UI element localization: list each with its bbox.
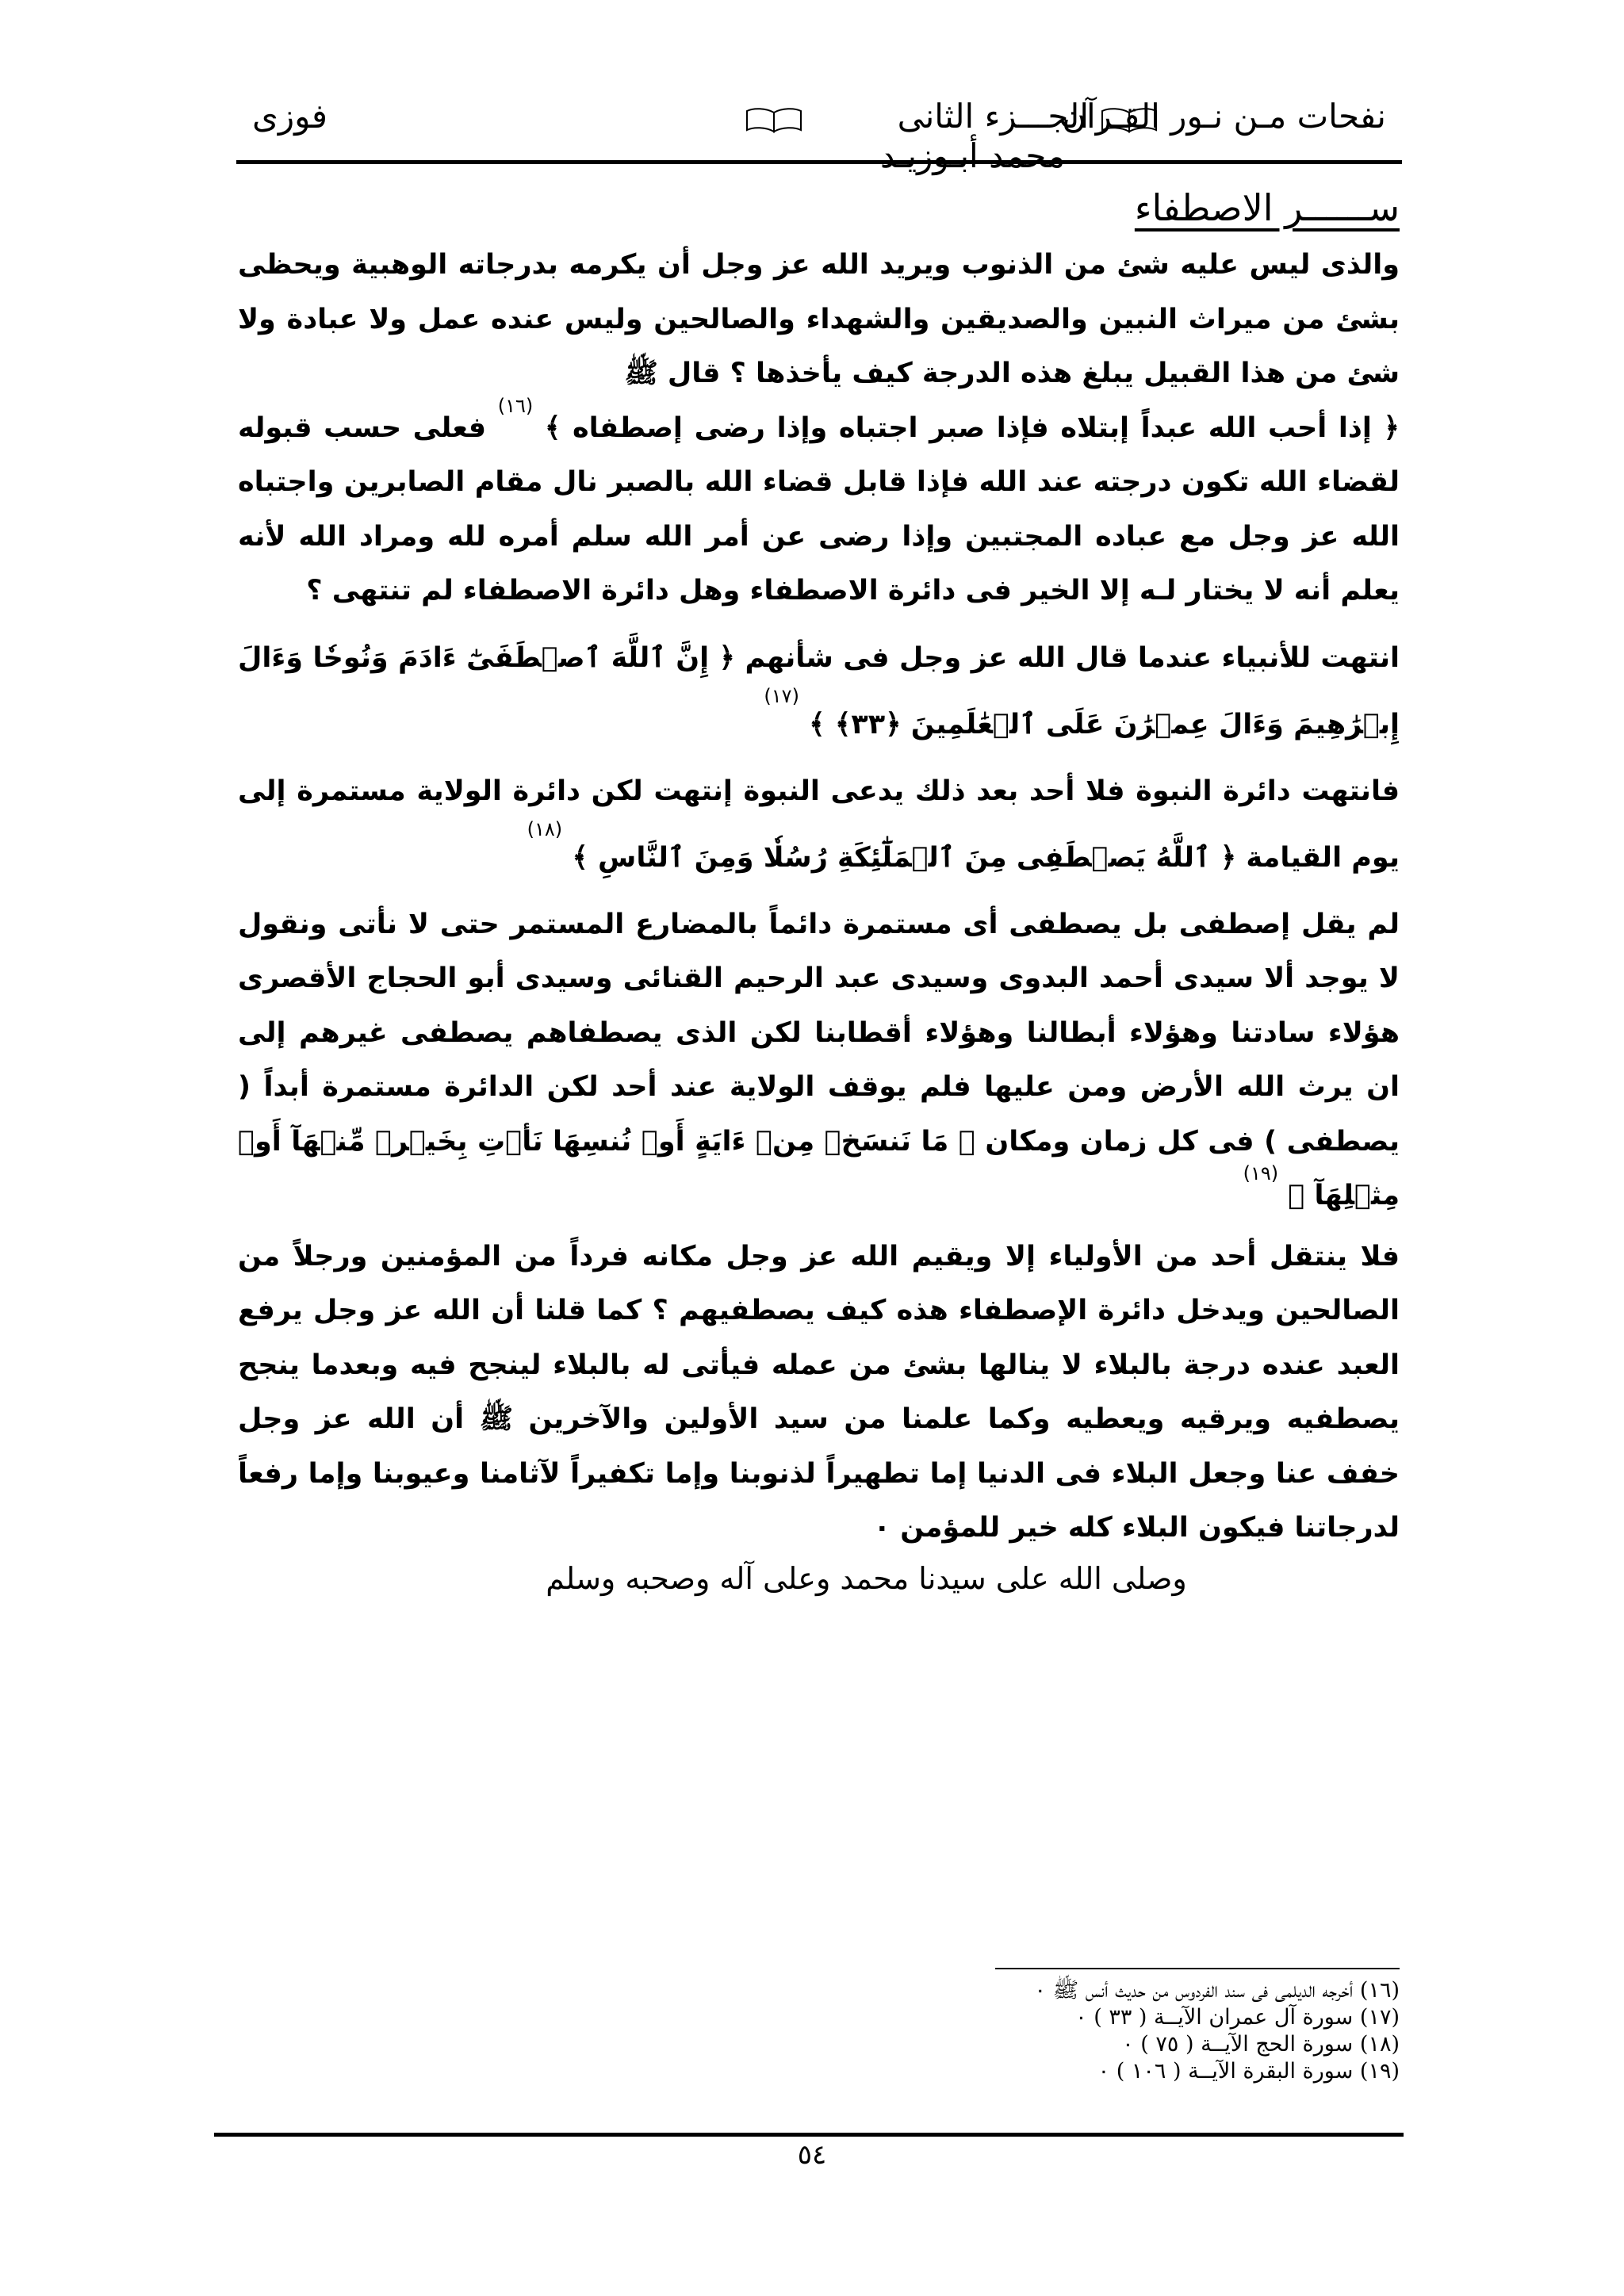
quran-verse-33: ﴿ إِنَّ ٱللَّهَ ٱصۡطَفَىٰٓ ءَادَمَ وَنُوحٗا وَءَالَ إِبۡرَٰهِيمَ وَءَالَ عِمۡرَٰنَ عَلَى ٱلۡعَٰلَمِينَ ﴿٣٣﴾ ﴾ <box>238 641 1400 740</box>
paragraph-3-intro: انتهت للأنبياء عندما قال الله عز وجل فى شأنهم <box>745 641 1400 674</box>
footnote-ref-17: (١٧) <box>764 684 799 707</box>
header-rule <box>236 160 1402 164</box>
header-part: الجـــزء الثانى <box>897 97 1089 136</box>
footer-rule <box>214 2133 1404 2137</box>
paragraph-5-text: لم يقل إصطفى بل يصطفى أى مستمرة دائماً بالمضارع المستمر حتى لا نأتى ونقول لا يوجد ألا سيدى أحمد البدوى وسيدى عبد الرحيم القنائى وسيدى أبو الحجاج الأقصرى هؤلاء سادتنا وهؤلاء أبطالنا وهؤلاء أقطابنا لكن الذى يصطفاهم يصطفى غيرهم إلى ان يرث الله الأرض ومن عليها فلم يوقف الولاية عند أحد لكن الدائرة مستمرة أبداً ( يصطفى ) فى كل زمان ومكان <box>238 908 1400 1158</box>
closing-blessing: وصلى الله على سيدنا محمد وعلى آله وصحبه وسلم <box>546 1560 1187 1596</box>
section-heading: ســــــر الاصطفاء <box>1134 186 1400 229</box>
footnote-ref-16: (١٦) <box>497 394 534 417</box>
header-author-name: محمد أبـوزيـد <box>880 136 1065 175</box>
paragraph-4-intro: فانتهت دائرة النبوة فلا أحد بعد ذلك يدعى النبوة إنتهت لكن دائرة الولاية مستمرة إلى يوم القيامة <box>238 775 1400 874</box>
running-header <box>236 86 1402 175</box>
paragraph-2-text: فعلى حسب قبوله لقضاء الله تكون درجته عند الله فإذا قابل قضاء الله بالصبر نال مقام الصابرين واجتباه الله عز وجل مع عباده المجتبين وإذا رضى عن أمر الله سلم أمره لله ومراد الله لأنه يعلم أنه لا يختار لـه إلا الخير فى دائرة الاصطفاء وهل دائرة الاصطفاء لم تنتهى ؟ <box>238 411 1400 607</box>
footnote-18: (١٨) سورة الحج الآيــة ( ٧٥ ) ٠ <box>1122 2032 1400 2057</box>
paragraph-2 <box>238 394 1400 618</box>
paragraph-4 <box>238 758 1400 891</box>
page-number: ٥٤ <box>797 2139 827 2171</box>
paragraph-3 <box>238 625 1400 758</box>
hadith-quote: ﴿ إذا أحب الله عبداً إبتلاه فإذا صبر اجتباه وإذا رضى إصطفاه ﴾ <box>544 411 1400 444</box>
footnote-17: (١٧) سورة آل عمران الآيــة ( ٣٣ ) ٠ <box>1075 2005 1400 2030</box>
footnotes <box>793 1977 1400 2085</box>
footnote-ref-18: (١٨) <box>527 817 563 840</box>
footnote-19: (١٩) سورة البقرة الآيــة ( ١٠٦ ) ٠ <box>1097 2059 1400 2084</box>
header-author-first: فوزى <box>252 97 327 136</box>
main-text <box>238 184 1400 1601</box>
footnote-16: (١٦) أخرجه الديلمى فى سند الفردوس من حديث أنس ﷺ ٠ <box>1034 1978 1400 2003</box>
footnote-ref-19: (١٩) <box>1243 1162 1279 1184</box>
open-book-icon <box>744 106 804 133</box>
paragraph-6: فلا ينتقل أحد من الأولياء إلا ويقيم الله عز وجل مكانه فرداً من المؤمنين ورجلاً من الصالحين ويدخل دائرة الإصطفاء هذه كيف يصطفيهم ؟ كما قلنا أن الله عز وجل يرفع العبد عنده درجة بالبلاء لا ينالها بشئ من عمله فيأتى له بالبلاء لينجح فيه وبعدما ينجح يصطفيه ويرقيه ويعطيه وكما علمنا من سيد الأولين والآخرين ﷺ أن الله عز وجل خفف عنا وجعل البلاء فى الدنيا إما تطهيراً لذنوبنا وإما تكفيراً لآثامنا وعيوبنا وإما رفعاً لدرجاتنا فيكون البلاء كله خير للمؤمن ٠ <box>238 1240 1400 1544</box>
footnote-rule <box>995 1968 1400 1969</box>
quran-verse-106: ﴿ مَا نَنسَخۡ مِنۡ ءَايَةٍ أَوۡ نُنسِهَا نَأۡتِ بِخَيۡرٖ مِّنۡهَآ أَوۡ مِثۡلِهَآ ﴾ <box>238 1125 1400 1211</box>
quran-verse-75: ﴿ ٱللَّهُ يَصۡطَفِى مِنَ ٱلۡمَلَٰٓئِكَةِ رُسُلٗا وَمِنَ ٱلنَّاسِ ﴾ <box>572 841 1237 874</box>
paragraph-1: والذى ليس عليه شئ من الذنوب ويريد الله عز وجل أن يكرمه بدرجاته الوهبية ويحظى بشئ من ميراث النبين والصديقين والشهداء والصالحين وليس عنده عمل ولا عبادة ولا شئ من هذا القبيل يبلغ هذه الدرجة كيف يأخذها ؟ قال ﷺ <box>238 249 1400 389</box>
paragraph-5 <box>238 897 1400 1223</box>
header-book-title: نفحات مـن نـور القـرآن <box>1062 97 1386 136</box>
